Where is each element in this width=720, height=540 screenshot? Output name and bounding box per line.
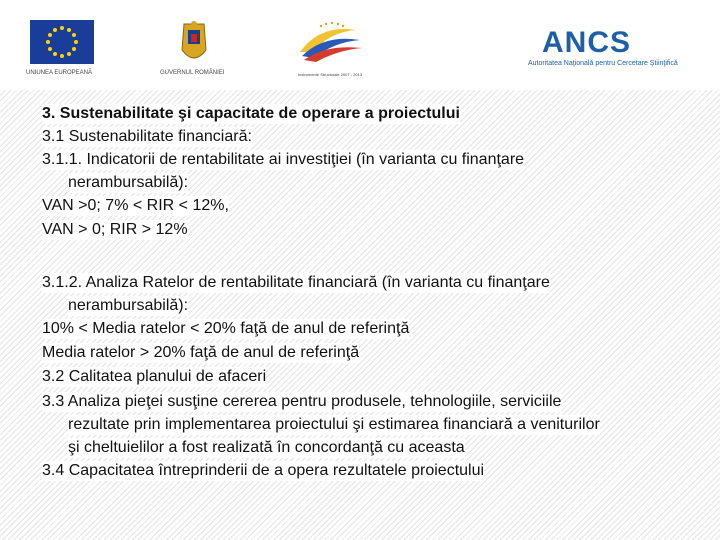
structural-instruments-logo xyxy=(290,18,370,80)
ancs-name: ANCS xyxy=(542,26,632,59)
eu-flag xyxy=(30,20,94,64)
swoosh-icon xyxy=(290,18,370,70)
eu-label: UNIUNEA EUROPEANĂ xyxy=(26,70,93,76)
text-line: Media ratelor > 20% faţă de anul de referinţă xyxy=(42,344,360,361)
government-logo xyxy=(160,20,228,80)
text-line: nerambursabilă): xyxy=(68,297,189,314)
text-line: 3.3 Analiza pieţei susţine cererea pentru produsele, tehnologiile, serviciile xyxy=(42,393,562,410)
text-line: 3.1.1. Indicatorii de rentabilitate ai investiţiei (în varianta cu finanţare xyxy=(42,151,525,168)
coat-of-arms-icon xyxy=(160,20,228,68)
text-line: 3.4 Capacitatea întreprinderii de a opera rezultatele proiectului xyxy=(42,462,485,479)
text-line: 3.2 Calitatea planului de afaceri xyxy=(42,368,267,385)
text-line: 10% < Media ratelor < 20% faţă de anul de referinţă xyxy=(42,320,410,337)
slide-content xyxy=(0,100,720,530)
section-title: 3. Sustenabilitate şi capacitate de operare a proiectului xyxy=(42,105,460,122)
text-line: 3.1.2. Analiza Ratelor de rentabilitate financiară (în varianta cu finanţare xyxy=(42,274,550,291)
logo-header xyxy=(0,0,720,90)
text-line: rezultate prin implementarea proiectului şi estimarea financiară a veniturilor xyxy=(68,416,600,433)
text-line: 3.1 Sustenabilitate financiară: xyxy=(42,128,252,145)
government-label: GUVERNUL ROMÂNIEI xyxy=(160,70,225,76)
ancs-subtitle: Autoritatea Naţională pentru Cercetare Ştiinţifică xyxy=(528,60,678,67)
structural-instruments-label: Instrumente Structurale 2007 - 2013 xyxy=(298,72,363,77)
text-line: şi cheltuielilor a fost realizată în concordanţă cu aceasta xyxy=(68,439,465,456)
eu-stars-icon xyxy=(30,20,94,64)
ancs-logo xyxy=(528,28,688,72)
eu-logo xyxy=(26,20,98,80)
text-line: nerambursabilă): xyxy=(68,174,189,191)
text-line: VAN > 0; RIR > 12% xyxy=(42,221,188,238)
text-line: VAN >0; 7% < RIR < 12%, xyxy=(42,197,229,214)
